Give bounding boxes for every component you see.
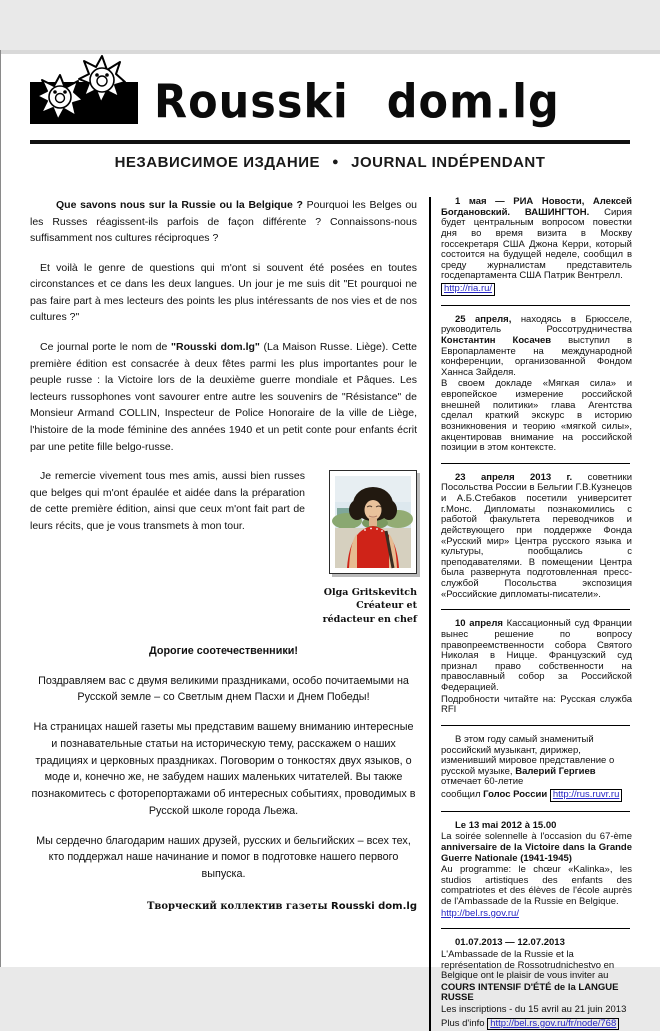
item-separator xyxy=(441,305,630,306)
scan-artifact-top xyxy=(0,50,660,54)
news-link[interactable]: http://bel.rs.gov.ru/fr/node/768 xyxy=(487,1018,619,1031)
news-text: сообщил xyxy=(441,789,484,800)
masthead-rule xyxy=(30,140,630,144)
news-text: Сирия будет центральным вопросом повестки дня во время визита в Москву госсекретаря США Джона Керри, который состоится на будущей неделе, сообщил в среду журналистам представитель госдепартамента США Патрик Вентрелл. xyxy=(441,206,632,282)
item-separator xyxy=(441,928,630,929)
editorial-paragraph: Je remercie vivement tous mes amis, aussi bien russes que belges qui m'ont épaulée et aidée dans la préparation de cette première édition, ainsi que ceux m'ont fait part de leurs récits, que je vous transmets à mon tour. xyxy=(30,470,305,532)
greeting-heading: Дорогие соотечественники! xyxy=(149,644,298,657)
news-text: Au programme: le chœur «Kalinka», les studios artistiques des enfants des compatriotes et des élèves de l'école auprès de l'Ambassade de la Russie en Belgique. xyxy=(441,864,632,907)
news-text: находясь в Брюсселе, руководитель Россотрудничества xyxy=(441,313,632,336)
event-date-heading: Le 13 mai 2012 à 15.00 xyxy=(455,819,557,831)
event-title: COURS INTENSIF D'ÉTÉ de la LANGUE RUSSE xyxy=(441,981,619,1004)
news-text: выступил в Европарламенте на международной конференции, организованной Фондом Ханнса Зайделя. xyxy=(441,334,633,378)
event-title: anniversaire de la Victoire dans la Grande Guerre Nationale (1941-1945) xyxy=(441,841,632,864)
photo-caption xyxy=(317,586,417,627)
journal-name: "Rousski dom.lg" xyxy=(171,341,260,354)
news-text: отмечает 60-летие xyxy=(441,776,524,788)
news-item-5 xyxy=(441,735,632,802)
person-name: Валерий Гергиев xyxy=(515,765,596,777)
news-text: Подробности читайте на: Русская служба RFI xyxy=(441,693,632,716)
tagline-fr: JOURNAL INDÉPENDANT xyxy=(351,154,546,171)
news-item-3 xyxy=(441,473,632,601)
editorial-paragraph: Et voilà le genre de questions qui m'ont si souvent été posées en toutes circonstances et ce dans les deux langues. Un jour je me suis dit "Et pourquoi ne pas faire part à mes lecteurs des points les plus intéressants de nos vies et de nos cultures ?" xyxy=(30,261,417,324)
signature: Творческий коллектив газеты Rousski dom.lg xyxy=(146,900,417,912)
greeting-paragraph: Поздравляем вас с двумя великими праздниками, особо почитаемыми на Русской земле – со Светлым днем Пасхи и Днем Победы! xyxy=(38,674,409,704)
greeting-section xyxy=(30,633,417,914)
tagline-ru: НЕЗАВИСИМОЕ ИЗДАНИЕ xyxy=(114,154,321,171)
news-item-4 xyxy=(441,619,632,716)
content-columns xyxy=(30,197,632,1031)
news-text: Plus d'info xyxy=(441,1017,488,1029)
mascots-icon xyxy=(30,50,142,128)
news-item-2 xyxy=(441,315,632,454)
news-link[interactable]: http://bel.rs.gov.ru/ xyxy=(441,907,519,919)
logo-row xyxy=(30,50,630,128)
tagline xyxy=(30,154,630,171)
photo-caption-role: Créateur et rédacteur en chef xyxy=(322,600,417,626)
news-lead: 1 мая — РИА Новости, Алексей Богдановский. ВАШИНГТОН. xyxy=(441,196,632,218)
news-lead: 25 апреля, xyxy=(455,313,512,325)
news-text: Кассационный суд Франции вынес решение по вопросу правопреемственности собора Святого Николая в Ницце. Французский суд признал право собственности на православный собор за Российской Федерацией. xyxy=(441,618,632,693)
event-date-heading: 01.07.2013 — 12.07.2013 xyxy=(455,937,565,949)
news-lead: 10 апреля xyxy=(455,618,503,630)
person-name: Константин Косачев xyxy=(441,334,552,346)
newspaper-page xyxy=(0,50,660,1029)
news-column xyxy=(429,197,632,1031)
editorial-paragraph: Ce journal porte le nom de "Rousski dom.lg" (La Maison Russe. Liège). Cette première édition est consacrée à deux fêtes parmi les plus importantes pour le peuple russe : la Victoire lors de la deuxième guerre mondiale et Pâques. Les lecteurs russophones vont savourer entre autre les souvenirs de "Résistance" de Monsieur Armand COLLIN, Inspecteur de Police Honoraire de la ville de Liège, l'histoire de la mode féminine des années 1940 et un petit conte pour enfants écrit par une petite fille belgo-russe. xyxy=(30,341,417,453)
tagline-bullet: ● xyxy=(332,156,340,168)
news-item-7 xyxy=(441,938,632,1030)
item-separator xyxy=(441,609,630,610)
item-separator xyxy=(441,725,630,726)
news-text: La soirée solennelle à l'occasion du 67-ème xyxy=(441,831,632,843)
editorial-column xyxy=(30,197,417,1031)
source-name: Голос России xyxy=(483,789,548,800)
news-text: советники Посольства России в Бельгии Г.В.Кузнецов и А.Б.Стебаков посетили университет г.Монс. Дипломаты познакомились с работой факультета переводчиков и действующего при поддержке Фонда «Русский мир» Центра русского языка и культуры, пообщались с преподавателями. В помещении Центра была развернута подготовленная пресс-службой Посольства экспозиция «Российские дипломаты-писатели». xyxy=(441,471,633,600)
item-separator xyxy=(441,811,630,812)
news-lead: 23 апреля 2013 г. xyxy=(455,471,573,483)
news-item-6 xyxy=(441,821,632,920)
logo-wordmark: Rousski dom.lg xyxy=(154,75,560,130)
news-text: L'Ambassade de la Russie et la représentation de Rossotrudnichestvo en Belgique ont le plaisir de vous inviter au xyxy=(441,948,615,982)
news-text: В своем докладе «Мягкая сила» и европейское измерение российской внешней политики» глава Агентства сделал краткий экскурс в историю возникновения и теорию «мягкой силы», акцентировав внимание на российской позиции в этом контексте. xyxy=(441,378,632,454)
news-text: В этом году самый знаменитый российский музыкант, дирижер, изменивший мировое представление о русской музыке, xyxy=(441,733,615,777)
masthead xyxy=(30,50,630,171)
greeting-paragraph: Мы сердечно благодарим наших друзей, русских и бельгийских – всех тех, кто поддержал наше начинание и помог в подготовке нашего первого выпуска. xyxy=(36,834,411,881)
news-text: Les inscriptions - du 15 avril au 21 juin 2013 xyxy=(441,1004,627,1015)
news-item-1 xyxy=(441,197,632,296)
editorial-paragraph: Que savons nous sur la Russie ou la Belgique ? Pourquoi les Belges ou les Russes réagissent-ils parfois de façon différente ? Connaissons-nous suffisamment nos cultures réciproques ? xyxy=(30,199,418,245)
scan-artifact-left xyxy=(0,50,1,967)
news-link[interactable]: http://ria.ru/ xyxy=(441,283,495,296)
greeting-paragraph: На страницах нашей газеты мы представим вашему вниманию интересные и познавательные статьи на историческую тему, расскажем о наших традициях и церковных праздниках. Поговорим о тонкостях двух языков, о моде и, конечно же, не забудем наших маленьких читателей. Вы также познакомитесь с фоторепортажами об интересных событиях, проводимых в Русской школе города Льежа. xyxy=(31,721,416,817)
item-separator xyxy=(441,463,630,464)
editor-photo-block xyxy=(317,470,417,627)
editor-photo xyxy=(329,470,417,574)
editorial-lead: Que savons nous sur la Russie ou la Belgique ? xyxy=(56,199,303,211)
photo-caption-name: Olga Gritskevitch xyxy=(323,586,417,598)
news-link[interactable]: http://rus.ruvr.ru xyxy=(550,789,623,802)
